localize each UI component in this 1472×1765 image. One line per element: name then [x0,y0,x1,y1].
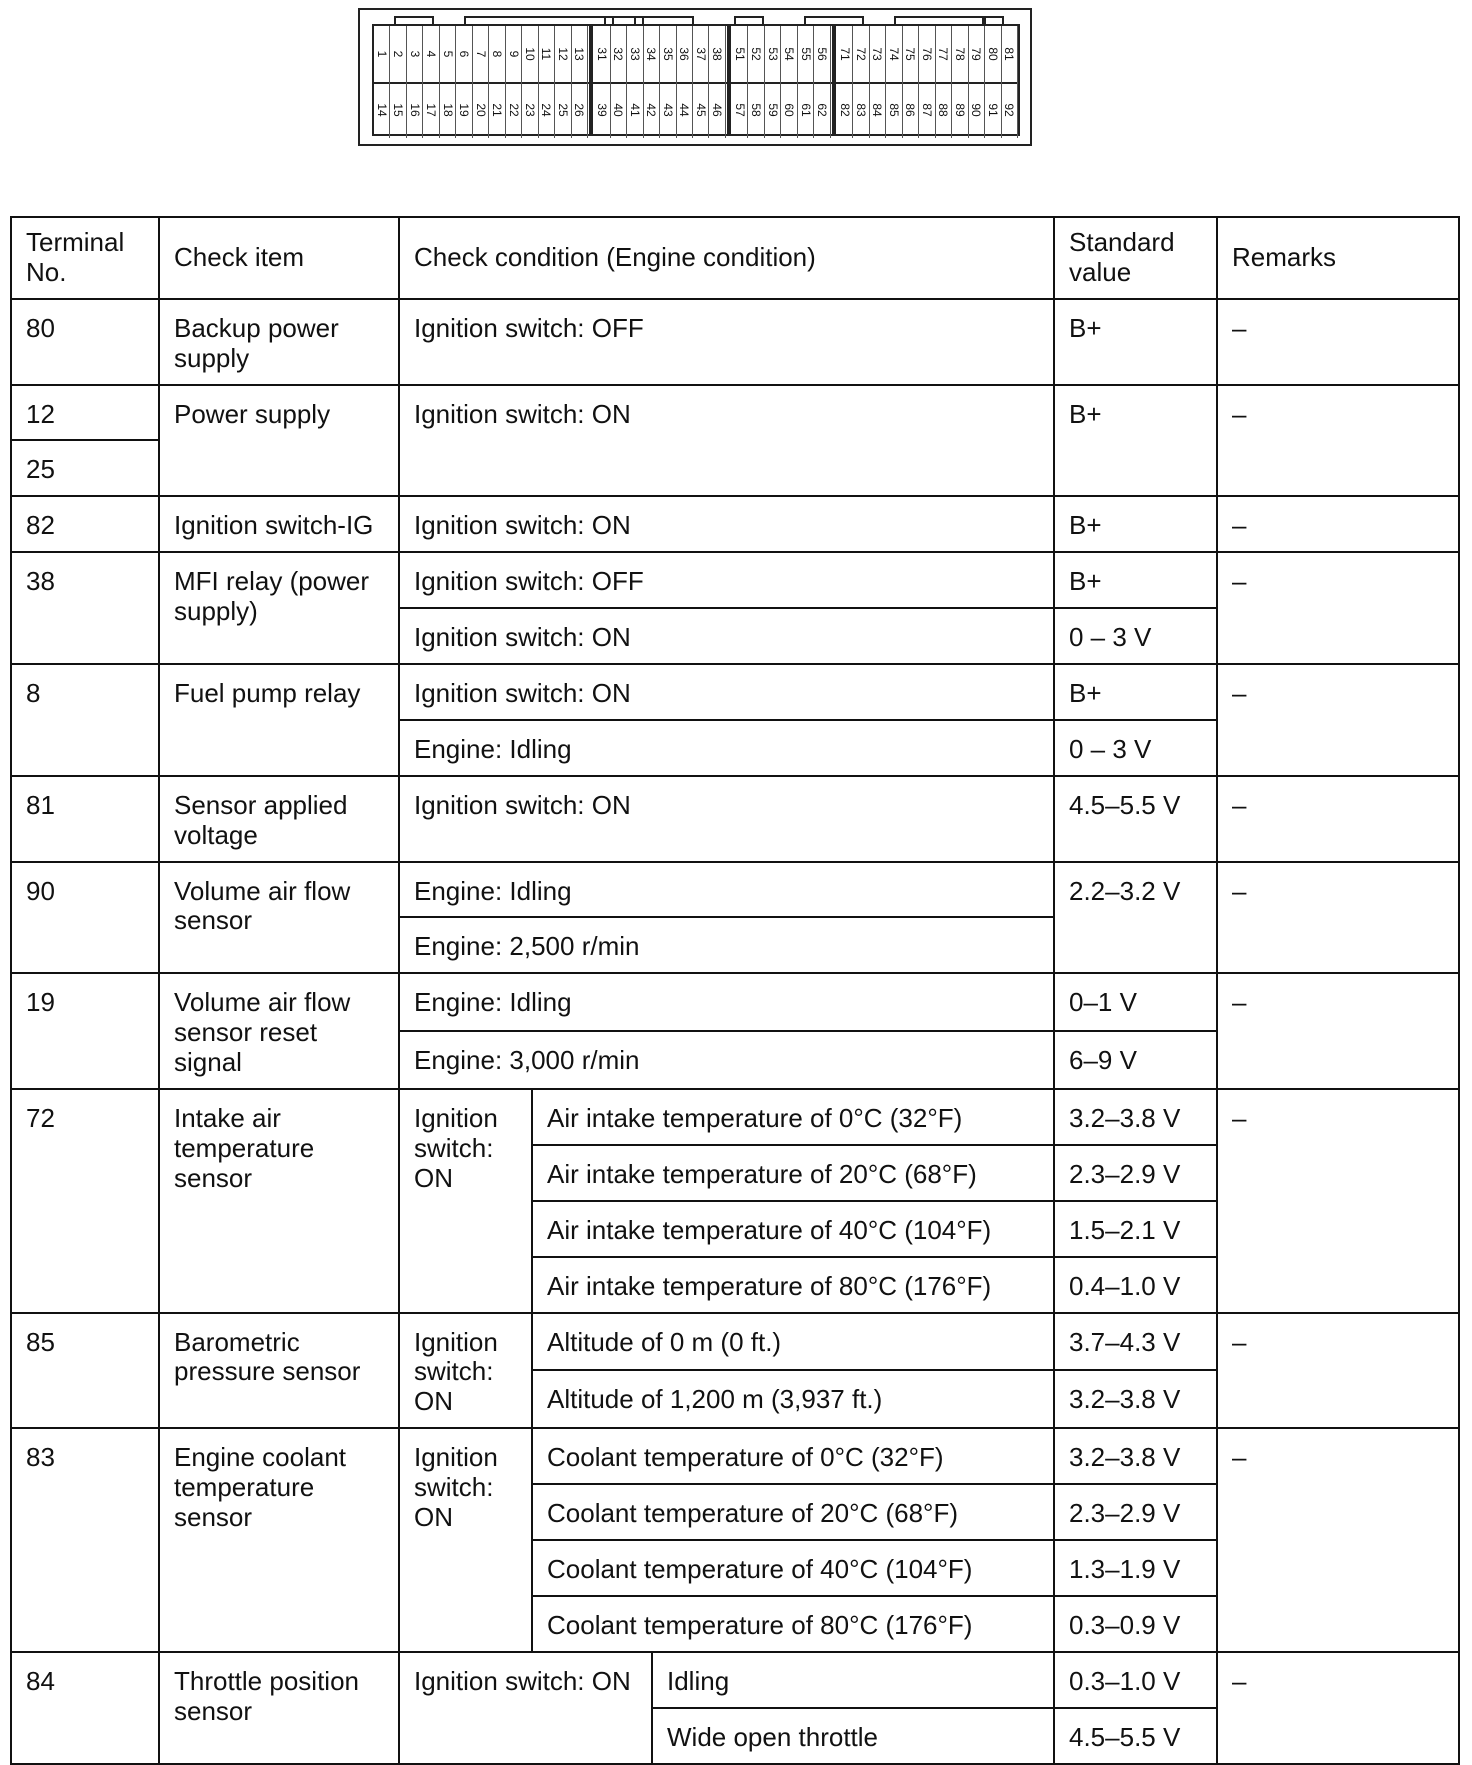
table-row [11,1428,1459,1484]
connector-pin [677,26,693,82]
connector-pin [765,82,781,138]
condition-cell: Air intake temperature of 0°C (32°F) [532,1089,1054,1145]
connector-pin [985,26,1001,82]
pin-number: 13 [572,47,587,61]
value-cell: 0.4–1.0 V [1054,1257,1217,1313]
pin-number: 79 [969,47,984,61]
pin-number: 9 [506,50,521,58]
pin-number: 32 [611,47,626,61]
connector-pin [440,26,456,82]
connector-pin [390,82,406,138]
connector-pin [555,26,571,82]
pin-number: 19 [457,103,472,117]
value-cell: 0 – 3 V [1054,720,1217,776]
connector-pin [985,82,1001,138]
pin-number: 52 [749,47,764,61]
connector-pin [522,26,538,82]
connector-pin [765,26,781,82]
remark-cell: – [1217,552,1459,664]
pin-number: 59 [765,103,780,117]
pin-number: 5 [440,50,455,58]
connector-pin [660,26,676,82]
state-cell: Ignition switch: ON [399,1089,532,1313]
connector-pin [886,82,902,138]
connector-pin [903,82,919,138]
header-remarks: Remarks [1217,217,1459,299]
connector-pin [594,82,610,138]
pin-number: 87 [919,103,934,117]
condition-cell: Ignition switch: ON [399,608,1054,664]
condition-cell: Wide open throttle [652,1708,1054,1764]
pin-number: 77 [936,47,951,61]
header-standard-value: Standard value [1054,217,1217,299]
pin-number: 46 [710,103,725,117]
pin-number: 81 [1002,47,1017,61]
pin-number: 10 [522,47,537,61]
condition-cell: Engine: Idling [399,862,1054,918]
value-cell: 3.2–3.8 V [1054,1089,1217,1145]
connector-pin [407,82,423,138]
pin-number: 55 [798,47,813,61]
check-item-cell: Power supply [159,385,399,497]
connector-pin [489,82,505,138]
connector-pin [473,82,489,138]
connector-pin [390,26,406,82]
value-cell: 4.5–5.5 V [1054,776,1217,862]
connector-pin [969,82,985,138]
value-cell: B+ [1054,664,1217,720]
pin-number: 62 [815,103,830,117]
terminal-cell: 82 [11,496,159,552]
connector-pin [952,82,968,138]
connector-pin [798,26,814,82]
pin-number: 40 [611,103,626,117]
remark-cell: – [1217,664,1459,776]
check-item-cell: Volume air flow sensor [159,862,399,974]
connector-pin [440,82,456,138]
pin-number: 18 [440,103,455,117]
value-cell: 2.2–3.2 V [1054,862,1217,974]
value-cell: 6–9 V [1054,1031,1217,1089]
check-item-cell: Sensor applied voltage [159,776,399,862]
terminal-cell: 84 [11,1652,159,1764]
pin-number: 15 [391,103,406,117]
condition-cell: Coolant temperature of 80°C (176°F) [532,1596,1054,1652]
condition-cell: Air intake temperature of 80°C (176°F) [532,1257,1054,1313]
state-cell: Ignition switch: ON [399,1313,532,1429]
connector-pin [506,26,522,82]
condition-cell: Ignition switch: ON [399,496,1054,552]
table-header-row [11,217,1459,299]
pin-number: 51 [732,47,747,61]
pin-number: 12 [555,47,570,61]
value-cell: 2.3–2.9 V [1054,1484,1217,1540]
pin-number: 38 [710,47,725,61]
table-row [11,1089,1459,1145]
header-check-item: Check item [159,217,399,299]
connector-pin [456,82,472,138]
value-cell: B+ [1054,552,1217,608]
pin-number: 90 [969,103,984,117]
pin-number: 74 [886,47,901,61]
connector-latch-tab [634,16,694,24]
table-row [11,385,1459,441]
connector-latch-tab [734,16,764,24]
remark-cell: – [1217,496,1459,552]
pin-number: 92 [1002,103,1017,117]
pin-number: 71 [837,47,852,61]
table-row [11,1313,1459,1371]
connector-bottom-row [374,82,1018,138]
connector-pin [748,82,764,138]
pin-number: 7 [473,50,488,58]
state-cell: Ignition switch: ON [399,1652,652,1764]
connector-pin [693,82,709,138]
pin-number: 78 [952,47,967,61]
connector-pin [611,26,627,82]
header-terminal: Terminal No. [11,217,159,299]
pin-number: 14 [374,103,389,117]
connector-pin [660,82,676,138]
connector-pin [919,82,935,138]
pin-number: 75 [903,47,918,61]
check-item-cell: Backup power supply [159,299,399,385]
table-row [11,552,1459,608]
remark-cell: – [1217,1428,1459,1652]
terminal-cell: 19 [11,973,159,1089]
value-cell: 1.5–2.1 V [1054,1201,1217,1257]
connector-pin [936,82,952,138]
check-item-cell: Volume air flow sensor reset signal [159,973,399,1089]
connector-top-row [374,26,1018,84]
connector-pin [969,26,985,82]
condition-cell: Engine: 3,000 r/min [399,1031,1054,1089]
pin-number: 45 [693,103,708,117]
pin-number: 2 [391,50,406,58]
connector-latch-tab [894,16,984,24]
condition-cell: Coolant temperature of 20°C (68°F) [532,1484,1054,1540]
remark-cell: – [1217,299,1459,385]
pin-number: 56 [815,47,830,61]
value-cell: 0 – 3 V [1054,608,1217,664]
pin-number: 82 [837,103,852,117]
check-item-cell: MFI relay (power supply) [159,552,399,664]
connector-pin [709,82,725,138]
condition-cell: Engine: Idling [399,720,1054,776]
table-row [11,973,1459,1031]
remark-cell: – [1217,1089,1459,1313]
connector-pin [407,26,423,82]
connector-latch-tab [394,16,434,24]
check-item-cell: Intake air temperature sensor [159,1089,399,1313]
connector-pin [456,26,472,82]
terminal-cell: 83 [11,1428,159,1652]
check-item-cell: Engine coolant temperature sensor [159,1428,399,1652]
pin-number: 4 [424,50,439,58]
pin-number: 57 [732,103,747,117]
connector-pin [374,26,390,82]
terminal-check-table [10,216,1460,1765]
connector-pin [374,82,390,138]
value-cell: 3.2–3.8 V [1054,1428,1217,1484]
connector-latch-tab [984,16,1004,24]
pin-number: 26 [572,103,587,117]
terminal-cell: 25 [11,440,159,496]
remark-cell: – [1217,862,1459,974]
connector-pin [814,82,830,138]
pin-number: 42 [644,103,659,117]
connector-pin [677,82,693,138]
table-row [11,1652,1459,1708]
remark-cell: – [1217,1313,1459,1429]
pin-number: 61 [798,103,813,117]
value-cell: 2.3–2.9 V [1054,1145,1217,1201]
pin-number: 36 [677,47,692,61]
connector-pin [611,82,627,138]
connector-pin [627,82,643,138]
connector-pin [423,26,439,82]
pin-number: 16 [407,103,422,117]
check-item-cell: Fuel pump relay [159,664,399,776]
connector-pin [870,82,886,138]
connector-pin [886,26,902,82]
condition-cell: Air intake temperature of 20°C (68°F) [532,1145,1054,1201]
pin-number: 35 [660,47,675,61]
connector-pin [423,82,439,138]
connector-group-divider [727,24,731,136]
connector-pin [781,82,797,138]
pin-number: 3 [407,50,422,58]
pin-number: 60 [782,103,797,117]
remark-cell: – [1217,385,1459,497]
pin-number: 53 [765,47,780,61]
condition-cell: Ignition switch: OFF [399,552,1054,608]
pin-number: 58 [749,103,764,117]
pin-number: 86 [903,103,918,117]
connector-pin [539,82,555,138]
pin-number: 22 [506,103,521,117]
pin-number: 83 [853,103,868,117]
pin-number: 31 [594,47,609,61]
connector-pin [748,26,764,82]
connector-pin [473,26,489,82]
connector-pin [506,82,522,138]
connector-pin [572,26,588,82]
pin-number: 84 [870,103,885,117]
pin-number: 17 [424,103,439,117]
table-row [11,664,1459,720]
check-item-cell: Throttle position sensor [159,1652,399,1764]
condition-cell: Engine: 2,500 r/min [399,917,1054,973]
connector-pin [522,82,538,138]
value-cell: 3.2–3.8 V [1054,1370,1217,1428]
connector-pin [732,82,748,138]
connector-pin [1002,82,1018,138]
table-row [11,862,1459,918]
connector-latch-tab [464,16,614,24]
pin-number: 73 [870,47,885,61]
condition-cell: Air intake temperature of 40°C (104°F) [532,1201,1054,1257]
connector-pin [644,82,660,138]
connector-pin [572,82,588,138]
connector-pin [936,26,952,82]
pin-number: 23 [522,103,537,117]
pin-number: 33 [627,47,642,61]
condition-cell: Coolant temperature of 40°C (104°F) [532,1540,1054,1596]
connector-pin [594,26,610,82]
connector-pin [903,26,919,82]
condition-cell: Ignition switch: ON [399,776,1054,862]
connector-pin [853,26,869,82]
table-row [11,299,1459,385]
connector-group-divider [589,24,593,136]
value-cell: 4.5–5.5 V [1054,1708,1217,1764]
pin-number: 37 [693,47,708,61]
connector-pin [709,26,725,82]
terminal-cell: 85 [11,1313,159,1429]
value-cell: 3.7–4.3 V [1054,1313,1217,1371]
condition-cell: Ignition switch: ON [399,664,1054,720]
pin-number: 25 [555,103,570,117]
pin-number: 54 [782,47,797,61]
table-row [11,776,1459,862]
terminal-cell: 12 [11,385,159,441]
pin-number: 39 [594,103,609,117]
connector-group-divider [832,24,836,136]
pin-number: 91 [985,103,1000,117]
pin-number: 72 [853,47,868,61]
condition-cell: Ignition switch: OFF [399,299,1054,385]
header-check-condition: Check condition (Engine condition) [399,217,1054,299]
pin-number: 34 [644,47,659,61]
state-cell: Ignition switch: ON [399,1428,532,1652]
value-cell: B+ [1054,496,1217,552]
connector-pin [837,82,853,138]
terminal-cell: 72 [11,1089,159,1313]
connector-pin [489,26,505,82]
connector-pin [919,26,935,82]
connector-pin [555,82,571,138]
connector-pin [853,82,869,138]
connector-pin [952,26,968,82]
connector-pin [644,26,660,82]
pin-number: 20 [473,103,488,117]
remark-cell: – [1217,1652,1459,1764]
pin-number: 80 [985,47,1000,61]
condition-cell: Ignition switch: ON [399,385,1054,497]
remark-cell: – [1217,973,1459,1089]
connector-pin [814,26,830,82]
connector-body [372,24,1020,136]
ecu-connector-diagram [358,8,1032,146]
connector-pin [732,26,748,82]
check-item-cell: Barometric pressure sensor [159,1313,399,1429]
connector-pin [539,26,555,82]
connector-latch-tab [804,16,864,24]
value-cell: 0–1 V [1054,973,1217,1031]
condition-cell: Coolant temperature of 0°C (32°F) [532,1428,1054,1484]
pin-number: 21 [490,103,505,117]
value-cell: 0.3–0.9 V [1054,1596,1217,1652]
pin-number: 76 [919,47,934,61]
connector-pin [837,26,853,82]
pin-number: 85 [886,103,901,117]
remark-cell: – [1217,776,1459,862]
pin-number: 41 [627,103,642,117]
terminal-cell: 90 [11,862,159,974]
terminal-cell: 38 [11,552,159,664]
value-cell: B+ [1054,299,1217,385]
table-row [11,496,1459,552]
value-cell: 0.3–1.0 V [1054,1652,1217,1708]
connector-pin [870,26,886,82]
condition-cell: Altitude of 1,200 m (3,937 ft.) [532,1370,1054,1428]
terminal-cell: 8 [11,664,159,776]
pin-number: 44 [677,103,692,117]
connector-pin [1002,26,1018,82]
value-cell: 1.3–1.9 V [1054,1540,1217,1596]
pin-number: 6 [457,50,472,58]
terminal-cell: 81 [11,776,159,862]
pin-number: 43 [660,103,675,117]
connector-pin [798,82,814,138]
value-cell: B+ [1054,385,1217,497]
connector-pin [781,26,797,82]
pin-number: 88 [936,103,951,117]
connector-pin [627,26,643,82]
check-item-cell: Ignition switch-IG [159,496,399,552]
pin-number: 8 [490,50,505,58]
connector-pin [693,26,709,82]
pin-number: 1 [374,50,389,58]
condition-cell: Engine: Idling [399,973,1054,1031]
terminal-cell: 80 [11,299,159,385]
pin-number: 89 [952,103,967,117]
pin-number: 24 [539,103,554,117]
condition-cell: Idling [652,1652,1054,1708]
pin-number: 11 [539,47,554,61]
condition-cell: Altitude of 0 m (0 ft.) [532,1313,1054,1371]
